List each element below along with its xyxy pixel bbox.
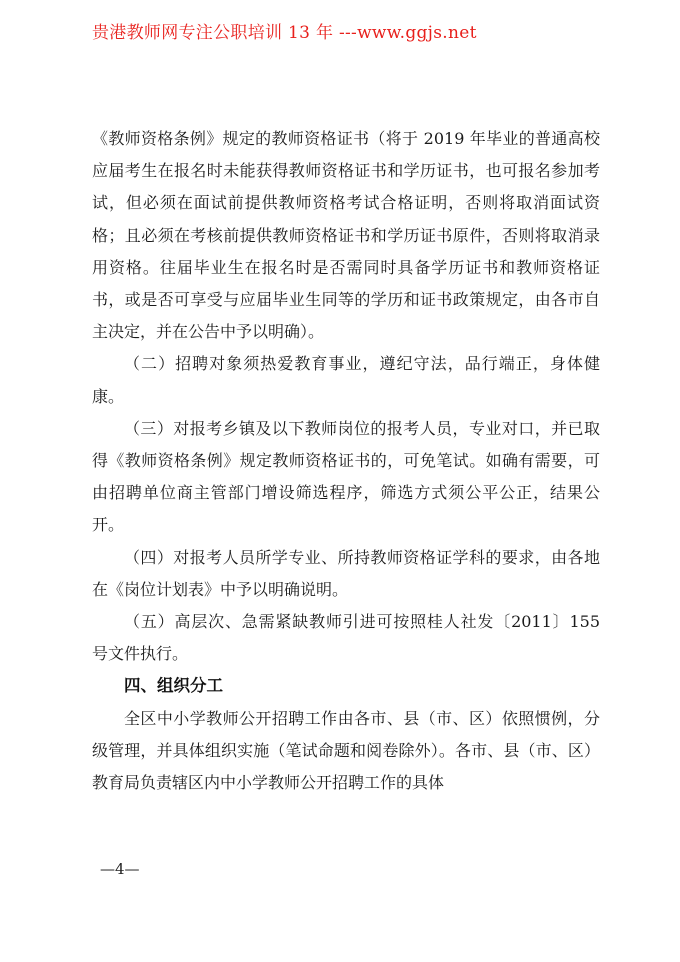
paragraph-item-2: （二）招聘对象须热爱教育事业，遵纪守法，品行端正，身体健康。 — [92, 354, 600, 406]
section-heading: 四、组织分工 — [124, 676, 223, 696]
page-number: —4— — [100, 860, 140, 878]
paragraph-qualification-continued: 《教师资格条例》规定的教师资格证书（将于 2019 年毕业的普通高校应届考生在报名时未能获得教师资格证书和学历证书，也可报名参加考试，但必须在面试前提供教师资格考试合格证明，否则将取消面试资格；且必须在考核前提供教师资格证书和学历证书原件，否则将取消录用资格。往届毕业生在报名时是否需同时具备学历证书和教师资格证书，或是否可享受与应届毕业生同等的学历和证书政策规定，由各市自主决定，并在公告中予以明确）。 — [92, 129, 600, 342]
paragraph-organization: 全区中小学教师公开招聘工作由各市、县（市、区）依照惯例，分级管理，并具体组织实施（笔试命题和阅卷除外）。各市、县（市、区）教育局负责辖区内中小学教师公开招聘工作的具体 — [92, 708, 600, 793]
paragraph-item-4: （四）对报考人员所学专业、所持教师资格证学科的要求，由各地在《岗位计划表》中予以明确说明。 — [92, 547, 600, 599]
watermark-banner: 贵港教师网专注公职培训 13 年 ---www.ggjs.net — [92, 23, 477, 43]
paragraph-item-5: （五）高层次、急需紧缺教师引进可按照桂人社发〔2011〕155 号文件执行。 — [92, 612, 600, 664]
document-body — [92, 123, 600, 799]
paragraph-item-3: （三）对报考乡镇及以下教师岗位的报考人员，专业对口，并已取得《教师资格条例》规定教师资格证书的，可免笔试。如确有需要，可由招聘单位商主管部门增设筛选程序，筛选方式须公平公正，结果公开。 — [92, 418, 600, 535]
